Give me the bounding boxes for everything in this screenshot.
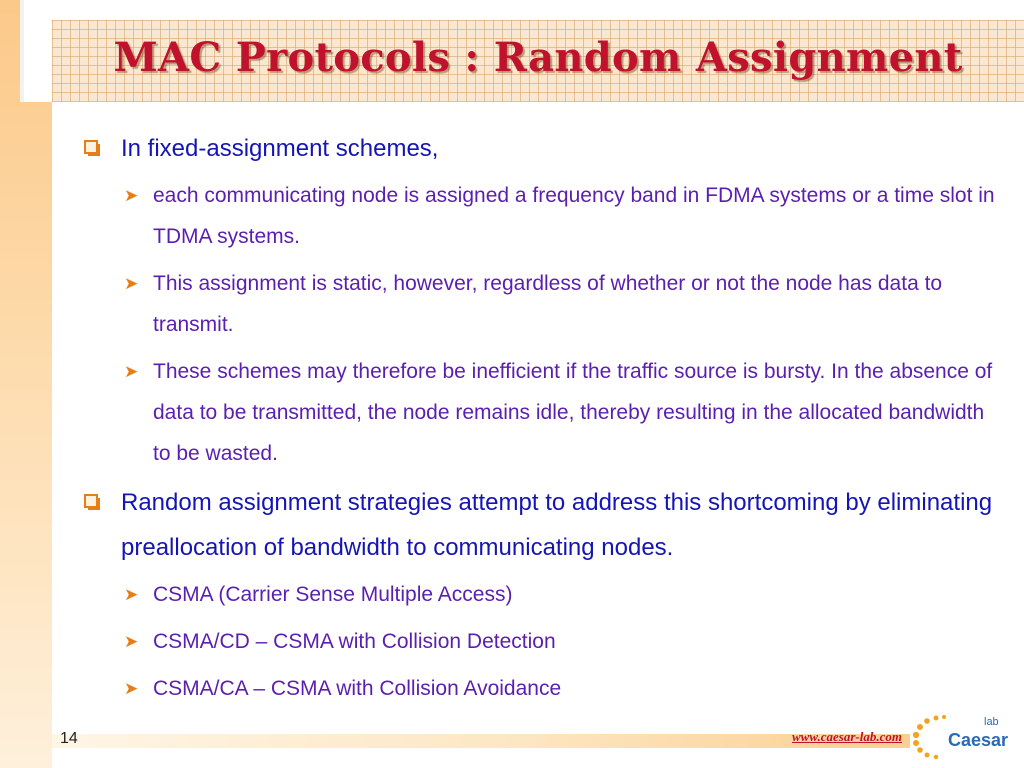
arrow-bullet-icon: ➤ [124,274,139,293]
bullet-level2 [80,175,1000,257]
left-accent-bar [0,0,52,768]
bullet-level2-text: CSMA (Carrier Sense Multiple Access) [153,583,513,606]
bullet-level2 [80,668,1000,709]
bullet-level2 [80,574,1000,615]
bullet-level1-text: Random assignment strategies attempt to address this shortcoming by eliminating preallocation of bandwidth to communicating nodes. [121,489,993,561]
page-number: 14 [60,730,78,747]
arrow-bullet-icon: ➤ [124,186,139,205]
bullet-level1 [80,126,1000,171]
left-bar-notch-edge [20,0,24,102]
slide-title: MAC Protocols : Random Assignment [113,34,963,81]
logo-lab-text: lab [984,716,999,728]
bullet-level2-text: CSMA/CD – CSMA with Collision Detection [153,630,556,653]
bullet-level2-text: each communicating node is assigned a frequency band in FDMA systems or a time slot in TDMA systems. [153,184,995,248]
bullet-level2-text: These schemes may therefore be inefficient if the traffic source is bursty. In the absence of data to be transmitted, the node remains idle, thereby resulting in the allocated bandwidth to be wasted. [153,360,993,465]
arrow-bullet-icon: ➤ [124,585,139,604]
arrow-bullet-icon: ➤ [124,679,139,698]
website-link[interactable]: www.caesar-lab.com [791,729,902,744]
logo-name-text: Caesar [948,730,1009,750]
bullet-level2 [80,351,1000,474]
arrow-bullet-icon: ➤ [124,362,139,381]
left-bar-notch [20,0,52,102]
bullet-level1 [80,480,1000,570]
arrow-bullet-icon: ➤ [124,632,139,651]
bullet-level2-text: This assignment is static, however, regardless of whether or not the node has data to transmit. [153,272,943,336]
checkbox-bullet-icon [84,494,98,508]
bullet-level2 [80,621,1000,662]
bullet-level1-text: In fixed-assignment schemes, [121,135,439,162]
bullet-level2 [80,263,1000,345]
bullet-level2-text: CSMA/CA – CSMA with Collision Avoidance [153,677,562,700]
checkbox-bullet-icon [84,140,98,154]
logo-swirl-icon [910,714,950,760]
slide-content [80,126,1000,715]
caesar-lab-logo [910,712,1014,762]
